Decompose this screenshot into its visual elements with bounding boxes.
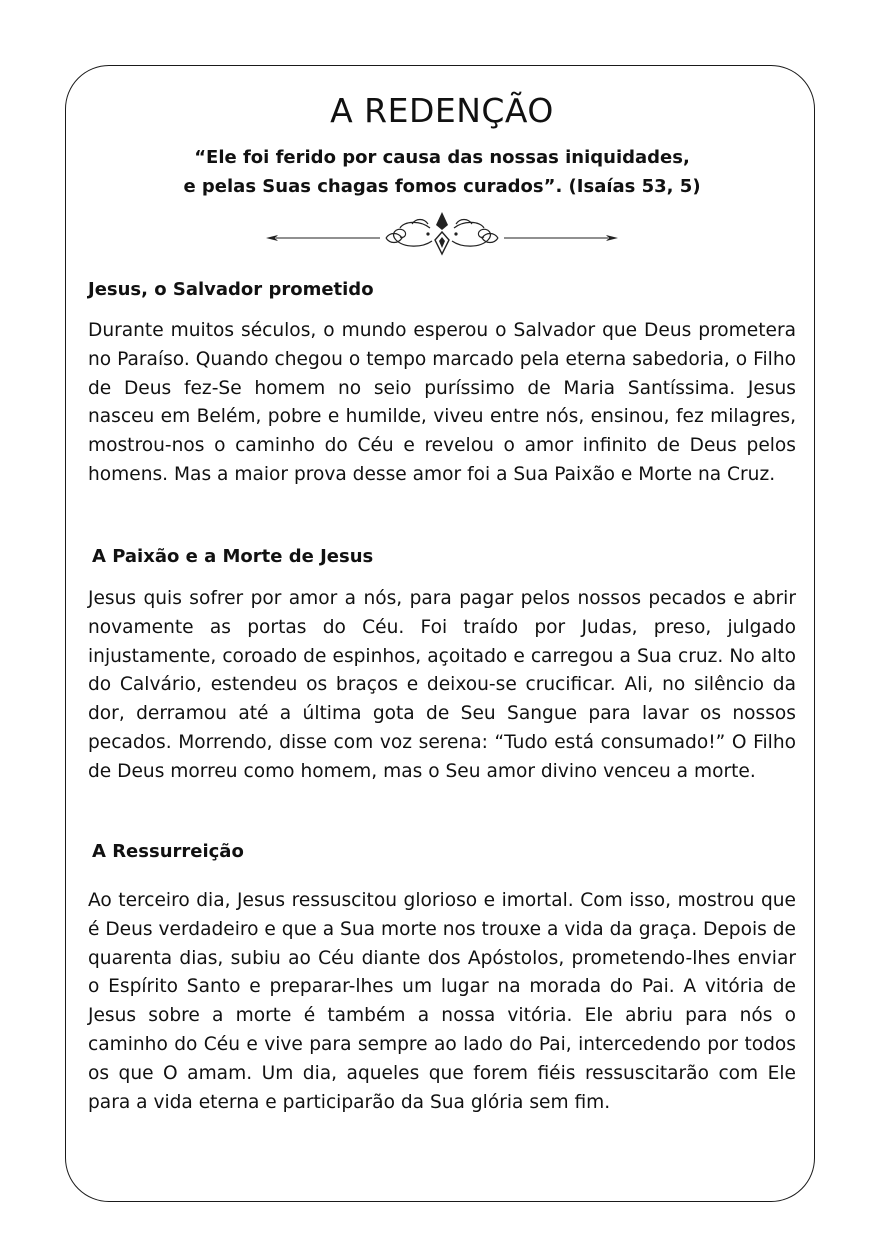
section-heading-paixao: A Paixão e a Morte de Jesus	[92, 546, 374, 567]
section-text-ressurreicao: Ao terceiro dia, Jesus ressuscitou glorioso e imortal. Com isso, mostrou que é Deus verdadeiro e que a Sua morte nos trouxe a vida da graça. Depois de quarenta dias, subiu ao Céu diante dos Apóstolos, prometendo-lhes enviar o Espírito Santo e preparar-lhes um lugar na morada do Pai. A vitória de Jesus sobre a morte é também a nossa vitória. Ele abriu para nós o caminho do Céu e vive para sempre ao lado do Pai, intercedendo por todos os que O amam. Um dia, aqueles que forem fiéis ressuscitarão com Ele para a vida eterna e participarão da Sua glória sem fim.	[88, 890, 796, 1113]
bible-quote	[0, 143, 884, 201]
quote-line-1: “Ele foi ferido por causa das nossas iniquidades,	[194, 147, 690, 168]
page-title: A REDENÇÃO	[330, 91, 554, 130]
section-text-salvador: Durante muitos séculos, o mundo esperou o Salvador que Deus prometera no Paraíso. Quando chegou o tempo marcado pela eterna sabedoria, o Filho de Deus fez-Se homem no seio puríssimo de Maria Santíssima. Jesus nasceu em Belém, pobre e humilde, viveu entre nós, ensinou, fez milagres, mostrou-nos o caminho do Céu e revelou o amor infinito de Deus pelos homens. Mas a maior prova desse amor foi a Sua Paixão e Morte na Cruz.	[88, 320, 796, 485]
quote-line-2: e pelas Suas chagas fomos curados”. (Isaías 53, 5)	[183, 176, 701, 197]
flourish-divider-icon	[262, 208, 622, 258]
section-heading-salvador: Jesus, o Salvador prometido	[88, 279, 374, 300]
section-text-paixao: Jesus quis sofrer por amor a nós, para pagar pelos nossos pecados e abrir novamente as portas do Céu. Foi traído por Judas, preso, julgado injustamente, coroado de espinhos, açoitado e carregou a Sua cruz. No alto do Calvário, estendeu os braços e deixou-se crucificar. Ali, no silêncio da dor, derramou até a última gota de Seu Sangue para lavar os nossos pecados. Morrendo, disse com voz serena: “Tudo está consumado!” O Filho de Deus morreu como homem, mas o Seu amor divino venceu a morte.	[88, 588, 796, 782]
section-heading-ressurreicao: A Ressurreição	[92, 841, 244, 862]
